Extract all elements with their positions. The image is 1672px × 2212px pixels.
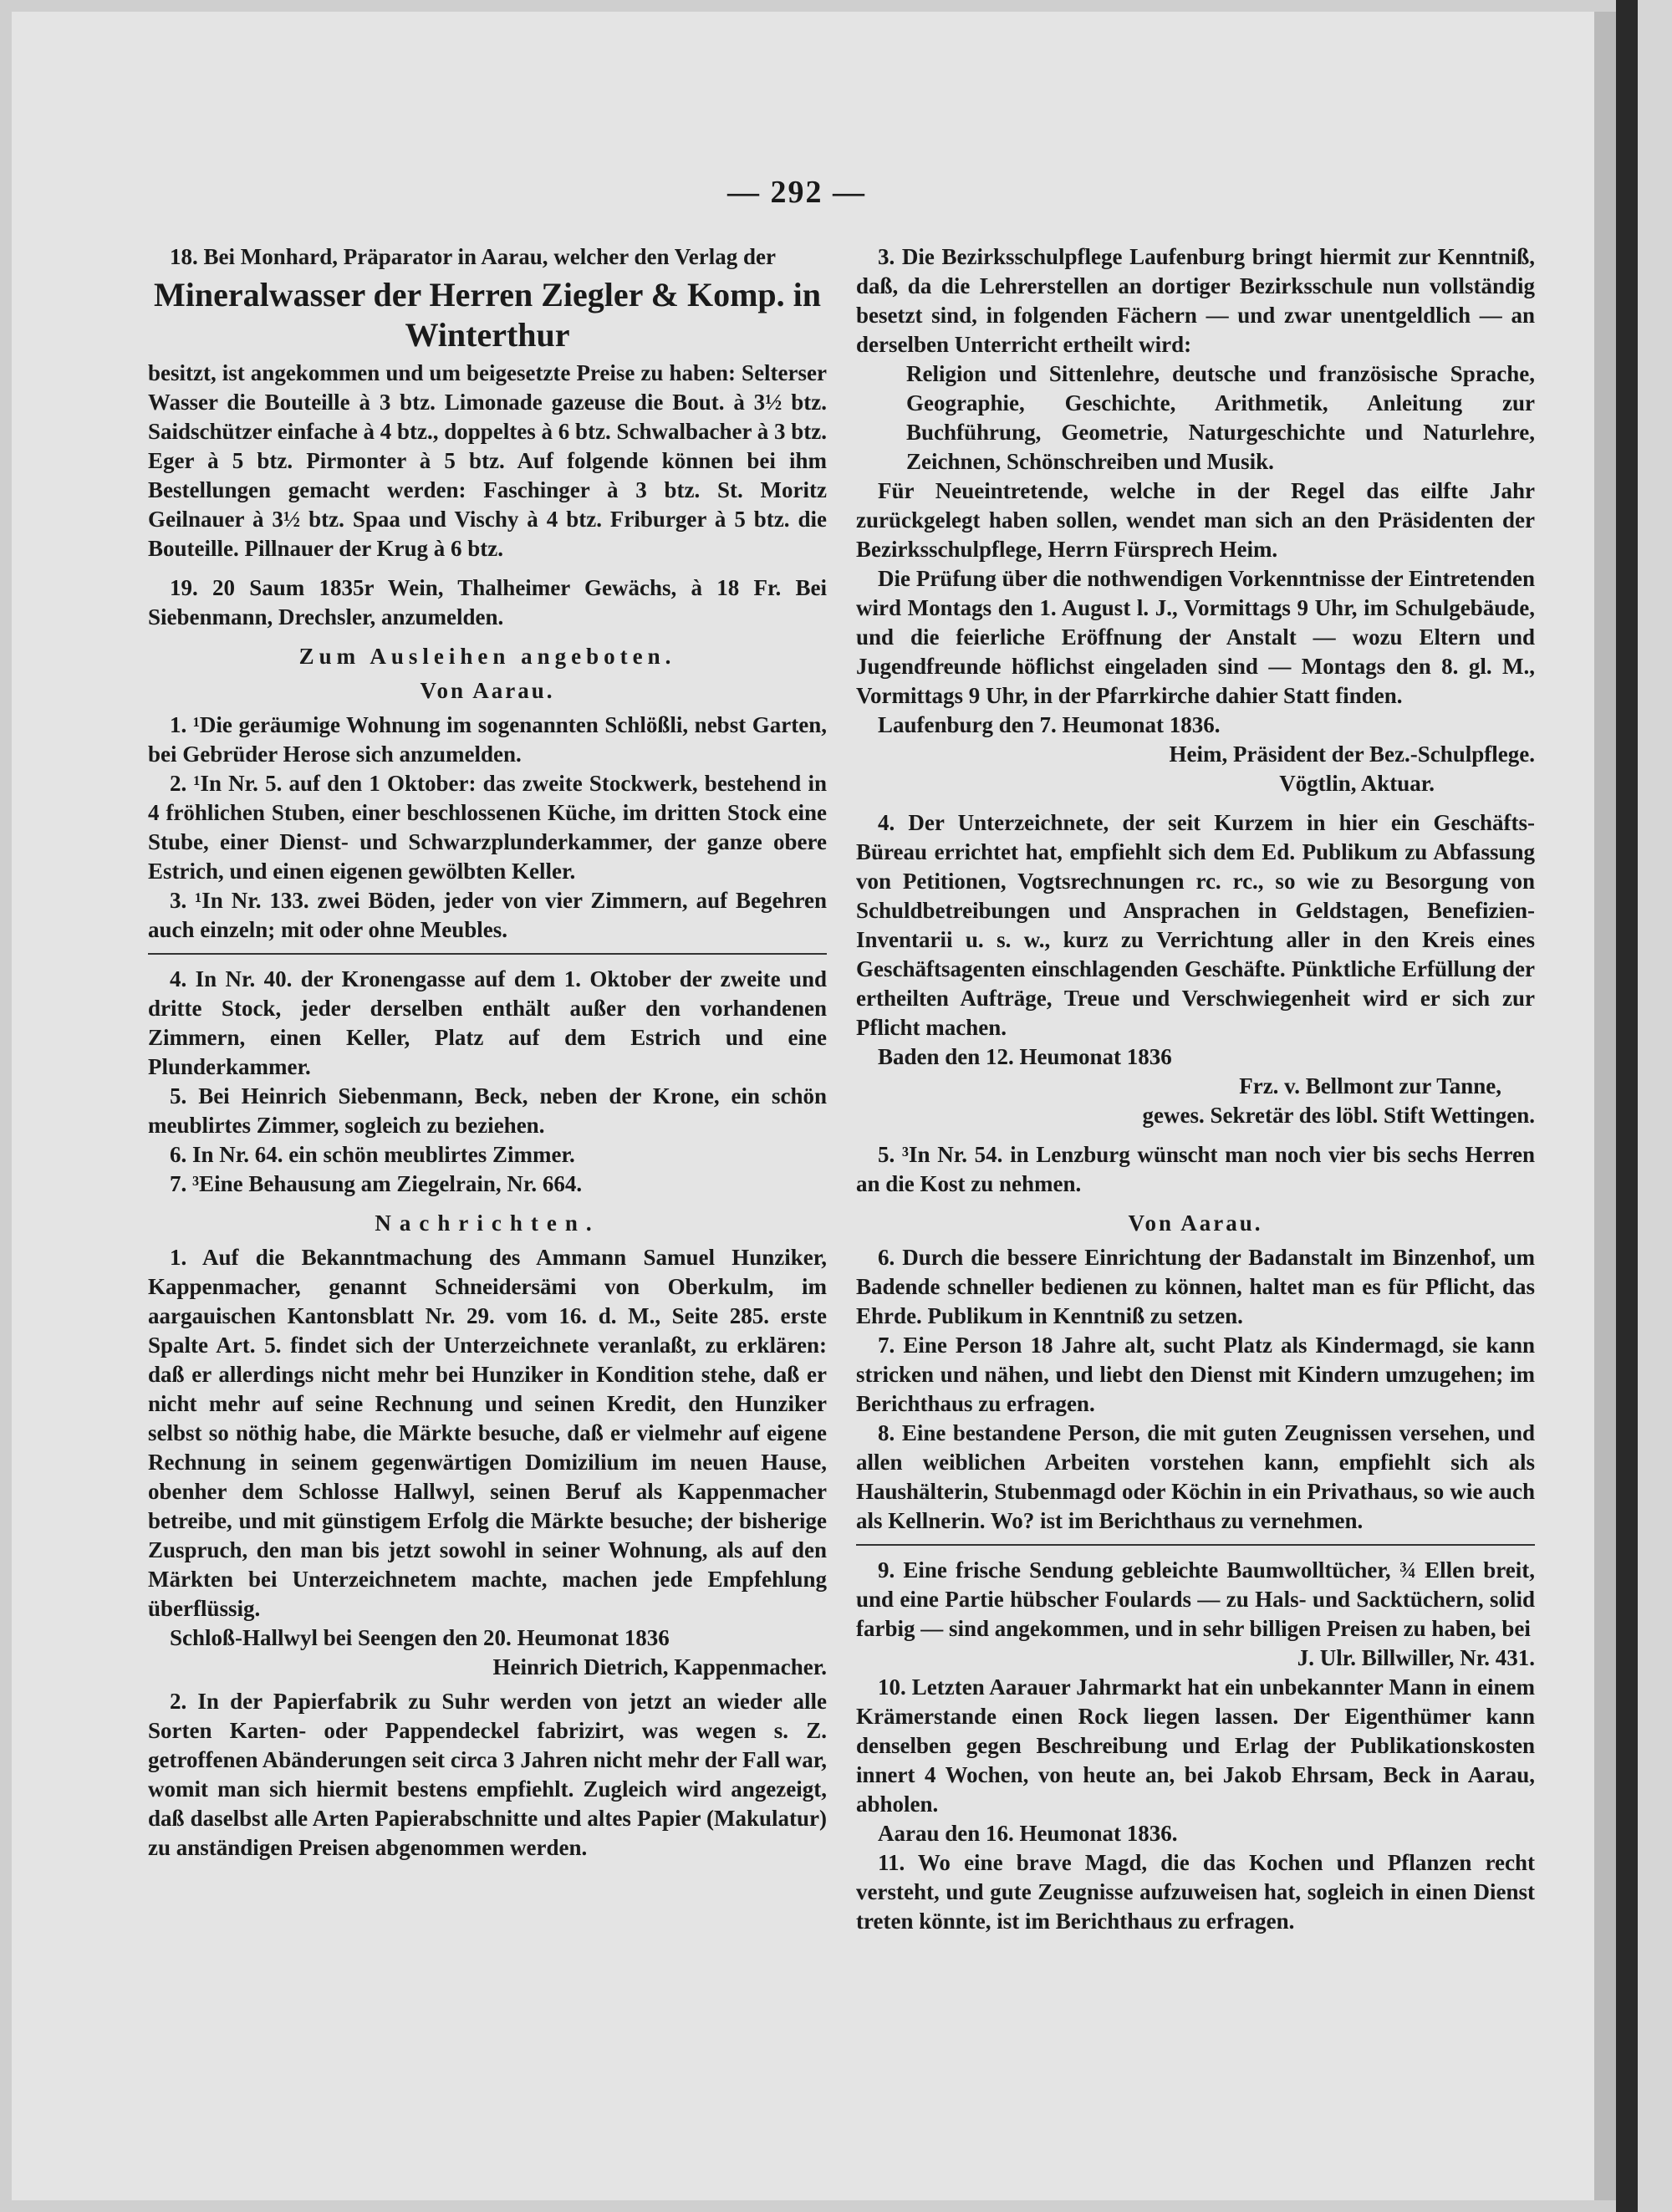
news-item-11: 11. Wo eine brave Magd, die das Kochen und Pflanzen recht versteht, und gute Zeugnisse aufzuweisen hat, sogleich in einen Dienst treten könnte, ist im Berichthaus zu erfragen. (856, 1850, 1535, 1934)
news-item-3-text: 3. Die Bezirksschulpflege Laufenburg bringt hiermit zur Kenntniß, daß, da die Lehrerstellen an dortiger Bezirksschule nun vollständig besetzt sind, in folgenden Fächern — und zwar unentgeldlich — an derselben Unterricht ertheilt wird: (856, 244, 1535, 357)
news-item-5: 5. ³In Nr. 54. in Lenzburg wünscht man noch vier bis sechs Herren an die Kost zu nehmen. (856, 1142, 1535, 1196)
left-column (148, 242, 827, 1863)
section-subheading: Von Aarau. (420, 678, 555, 703)
news-item-3-signature: Heim, Präsident der Bez.-Schulpflege. (1169, 742, 1535, 767)
news-item-9-signature: J. Ulr. Billwiller, Nr. 431. (1297, 1645, 1535, 1670)
news-item-4-text: 4. Der Unterzeichnete, der seit Kurzem in hier ein Geschäfts-Büreau errichtet hat, empfiehlt sich dem Ed. Publikum zu Abfassung von Petitionen, Vogtsrechnungen rc. rc., so wie zu Besorgung von Schuldbetreibungen und Ansprachen in Geldstagen, Benefizien-Inventarii u. s. w., kurz zu Verrichtung aller in den Kreis eines Geschäftsagenten einschlagenden Geschäfte. Pünktliche Erfüllung der ertheilten Aufträge, Treue und Verschwiegenheit wird er sich zur Pflicht machen. (856, 810, 1535, 1040)
section-heading: Nachrichten. (375, 1210, 600, 1236)
lending-continued (148, 965, 827, 1199)
list-item: 6. In Nr. 64. ein schön meublirtes Zimmer. (170, 1142, 575, 1167)
news-item-4-signature: Frz. v. Bellmont zur Tanne, (1239, 1073, 1501, 1098)
page-number: — 292 — (727, 175, 866, 210)
news-item-7: 7. Eine Person 18 Jahre alt, sucht Platz als Kindermagd, sie kann stricken und nähen, und liebt den Dienst mit Kindern umzugehen; im Berichthaus zu erfragen. (856, 1333, 1535, 1416)
news-items-9-11 (856, 1556, 1535, 1936)
ad-18-body: besitzt, ist angekommen und um beigesetzte Preise zu haben: Selterser Wasser die Bouteille à 3 btz. Limonade gazeuse die Bout. à 3½ btz. Saidschützer einfache à 4 btz., doppeltes à 6 btz. Schwalbacher à 3 btz. Eger à 5 btz. Pirmonter à 5 btz. Auf folgende können bei ihm Bestellungen gemacht werden: Faschinger à 3 btz. St. Moritz Geilnauer à 3½ btz. Spaa und Vischy à 4 btz. Friburger à 5 btz. die Bouteille. Pillnauer der Krug à 6 btz. (148, 360, 827, 561)
list-item: 1. ¹Die geräumige Wohnung im sogenannten Schlößli, nebst Garten, bei Gebrüder Herose sich anzumelden. (148, 712, 827, 767)
news-item-3-subjects: Religion und Sittenlehre, deutsche und französische Sprache, Geographie, Geschichte, Arithmetik, Anleitung zur Buchführung, Geometrie, Naturgeschichte und Naturlehre, Zeichnen, Schönschreiben und Musik. (906, 361, 1535, 474)
next-page-edge (1638, 0, 1672, 2212)
news-item-3-p3: Die Prüfung über die nothwendigen Vorkenntnisse der Eintretenden wird Montags den 1. August l. J., Vormittags 9 Uhr, im Schulgebäude, und die feierliche Eröffnung der Anstalt — wozu Eltern und Jugendfreunde höflichst eingeladen sind — Montags den 8. gl. M., Vormittags 9 Uhr, in der Pfarrkirche dahier Statt finden. (856, 566, 1535, 708)
section-news (148, 1209, 827, 1863)
news-item-9: 9. Eine frische Sendung gebleichte Baumwolltücher, ¾ Ellen breit, und eine Partie hübscher Foulards — zu Hals- und Sacktüchern, solid farbig — sind angekommen, und in sehr billigen Preisen zu haben, bei (856, 1557, 1535, 1641)
news-item-4-signature-2: gewes. Sekretär des löbl. Stift Wettingen. (1142, 1103, 1535, 1128)
news-item-2: 2. In der Papierfabrik zu Suhr werden von jetzt an wieder alle Sorten Karten- oder Pappendeckel fabrizirt, was wegen s. Z. getroffenen Abänderungen seit circa 3 Jahren nicht mehr der Fall war, womit man sich hiermit bestens empfiehlt. Zugleich wird angezeigt, daß daselbst alle Arten Papierabschnitte und altes Papier (Makulatur) zu anständigen Preisen abgenommen werden. (148, 1689, 827, 1860)
binding-shadow (1616, 0, 1638, 2212)
news-item-1-place: Schloß-Hallwyl bei Seengen den 20. Heumonat 1836 (170, 1625, 670, 1650)
news-item-3-p2: Für Neueintretende, welche in der Regel das eilfte Jahr zurückgelegt haben sollen, wendet man sich an den Präsidenten der Bezirksschulpflege, Herrn Fürsprech Heim. (856, 478, 1535, 562)
section-lending (148, 642, 827, 945)
ad-18-heading: Mineralwasser der Herren Ziegler & Komp. in Winterthur (153, 276, 822, 354)
section-subheading: Von Aarau. (1128, 1210, 1263, 1236)
ad-18 (148, 242, 827, 563)
ad-19-text: 19. 20 Saum 1835r Wein, Thalheimer Gewächs, à 18 Fr. Bei Siebenmann, Drechsler, anzumelden. (148, 575, 827, 629)
news-item-4-place: Baden den 12. Heumonat 1836 (878, 1044, 1172, 1069)
list-item: 2. ¹In Nr. 5. auf den 1 Oktober: das zweite Stockwerk, bestehend in 4 fröhlichen Stuben, einer beschlossenen Küche, im dritten Stock eine Stube, einer Dienst- und Schwarzplunderkammer, der ganze obere Estrich, und einen eigenen gewölbten Keller. (148, 771, 827, 884)
page-edge (1594, 12, 1616, 2200)
news-item-4 (856, 808, 1535, 1130)
list-item: 5. Bei Heinrich Siebenmann, Beck, neben der Krone, ein schön meublirtes Zimmer, sogleich zu beziehen. (148, 1083, 827, 1138)
news-item-8: 8. Eine bestandene Person, die mit guten Zeugnissen versehen, und allen weiblichen Arbeiten vorstehen kann, empfiehlt sich als Haushälterin, Stubenmagd oder Köchin in ein Privathaus, so wie auch als Kellnerin. Wo? ist im Berichthaus zu vernehmen. (856, 1420, 1535, 1533)
right-column (856, 242, 1535, 1936)
news-item-3 (856, 242, 1535, 798)
list-item: 3. ¹In Nr. 133. zwei Böden, jeder von vier Zimmern, auf Begehren auch einzeln; mit oder ohne Meubles. (148, 888, 827, 942)
list-item: 4. In Nr. 40. der Kronengasse auf dem 1. Oktober der zweite und dritte Stock, jeder derselben enthält außer den vorhandenen Zimmern, einen Keller, Platz auf dem Estrich und eine Plunderkammer. (148, 966, 827, 1079)
divider (148, 953, 827, 955)
news-item-3-signature-2: Vögtlin, Aktuar. (1279, 771, 1435, 796)
news-item-10: 10. Letzten Aarauer Jahrmarkt hat ein unbekannter Mann in einem Krämerstande einen Rock liegen lassen. Der Eigenthümer kann denselben gegen Beschreibung und Erlag der Publikationskosten innert 4 Wochen, von heute an, bei Jakob Ehrsam, Beck in Aarau, abholen. (856, 1674, 1535, 1817)
news-item-1: 1. Auf die Bekanntmachung des Ammann Samuel Hunziker, Kappenmacher, genannt Schneidersämi von Oberkulm, im aargauischen Kantonsblatt Nr. 29. vom 16. d. M., Seite 285. erste Spalte Art. 5. findet sich der Unterzeichnete veranlaßt, zu erklären: daß er allerdings nicht mehr bei Hunziker in Kondition stehe, daß er nicht mehr auf seine Rechnung und seinen Kredit, den Hunziker selbst so nöthig habe, die Märkte besuche, daß er vielmehr auf eigene Rechnung in seinem gegenwärtigen Domizilium im neuen Hause, obenher dem Schlosse Hallwyl, seinen Beruf als Kappenmacher betreibe, und mit günstigem Erfolg die Märkte besuche; der bisherige Zuspruch, den man bis jetzt sowohl in seiner Wohnung, als auf den Märkten bei Unterzeichnetem machte, machen jede Empfehlung überflüssig. (148, 1245, 827, 1621)
divider (856, 1544, 1535, 1546)
news-item-1-signature: Heinrich Dietrich, Kappenmacher. (492, 1654, 827, 1679)
news-item-6: 6. Durch die bessere Einrichtung der Badanstalt im Binzenhof, um Badende schneller bedienen zu können, haltet man es für Pflicht, das Ehrde. Publikum in Kenntniß zu setzen. (856, 1245, 1535, 1328)
ad-18-intro: 18. Bei Monhard, Präparator in Aarau, welcher den Verlag der (170, 244, 776, 269)
news-item-10-place: Aarau den 16. Heumonat 1836. (878, 1821, 1178, 1846)
news-item-3-place: Laufenburg den 7. Heumonat 1836. (878, 712, 1221, 737)
section-heading: Zum Ausleihen angeboten. (298, 644, 676, 669)
list-item: 7. ³Eine Behausung am Ziegelrain, Nr. 664. (170, 1171, 583, 1196)
